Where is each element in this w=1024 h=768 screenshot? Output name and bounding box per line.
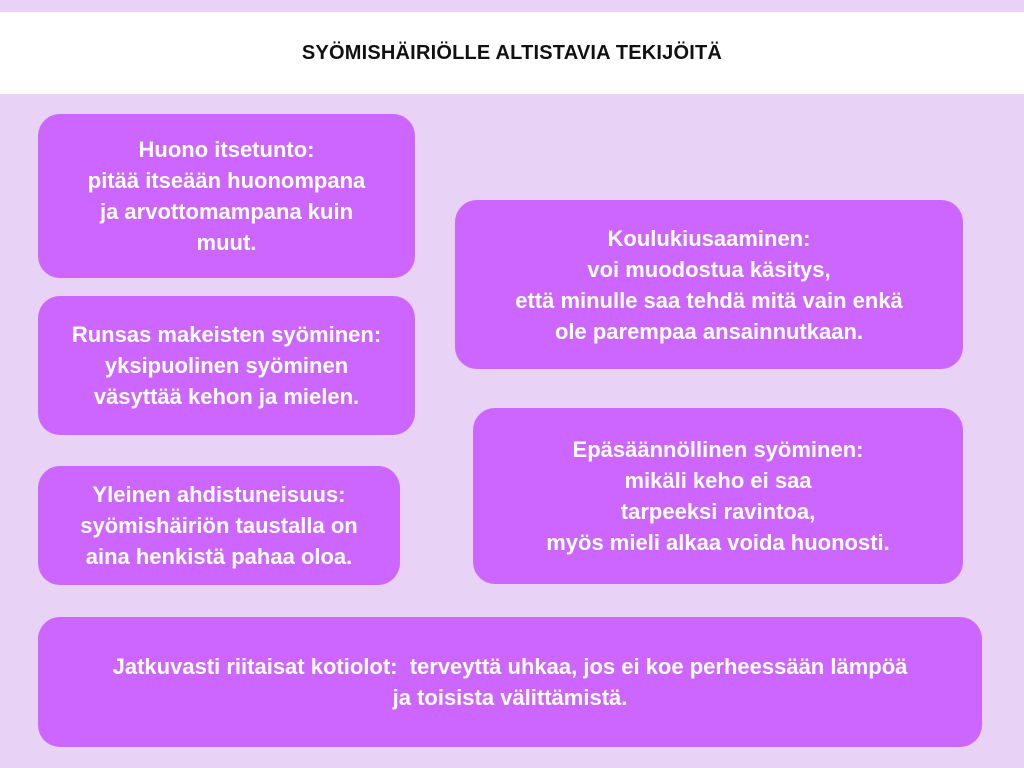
factor-text-line: yksipuolinen syöminen — [104, 353, 349, 378]
factor-heading: Runsas makeisten syöminen: — [71, 322, 382, 347]
page-title: SYÖMISHÄIRIÖLLE ALTISTAVIA TEKIJÖITÄ — [301, 41, 723, 64]
factor-text-line: aina henkistä pahaa oloa. — [85, 544, 353, 569]
factor-heading: Koulukiusaaminen: — [607, 225, 811, 251]
factor-text-line: väsyttää kehon ja mielen. — [93, 384, 360, 409]
factor-text-line: ja arvottomampana kuin — [99, 199, 354, 224]
factor-text-line: myös mieli alkaa voida huonosti. — [546, 530, 890, 555]
factor-heading: Yleinen ahdistuneisuus: — [92, 482, 346, 507]
factor-text-line: muut. — [196, 230, 257, 255]
factor-text-line: pitää itseään huonompana — [87, 168, 366, 193]
factor-text-line: Jatkuvasti riitaisat kotiolot: terveyttä uhkaa, jos ei koe perheessään lämpöä — [112, 654, 908, 679]
factor-text-line: mikäli keho ei saa — [624, 468, 812, 493]
factor-box-bullying — [455, 200, 963, 369]
factor-text-line: syömishäiriön taustalla on — [80, 513, 358, 538]
factor-text-line: tarpeeksi ravintoa, — [620, 499, 816, 524]
factor-text-line: ja toisista välittämistä. — [392, 685, 628, 710]
title-bar — [0, 12, 1024, 94]
factor-box-anxiety — [38, 466, 400, 585]
factor-text-line: voi muodostua käsitys, — [587, 256, 831, 282]
factor-box-sweets — [38, 296, 415, 435]
factor-heading: Epäsäännöllinen syöminen: — [572, 437, 864, 462]
factor-box-home-conflicts — [38, 617, 982, 747]
factor-heading: Huono itsetunto: — [138, 137, 315, 162]
factor-box-irregular-eating — [473, 408, 963, 584]
factor-box-low-self-esteem — [38, 114, 415, 278]
factor-text-line: ole parempaa ansainnutkaan. — [554, 318, 864, 344]
factor-text-line: että minulle saa tehdä mitä vain enkä — [515, 287, 903, 313]
